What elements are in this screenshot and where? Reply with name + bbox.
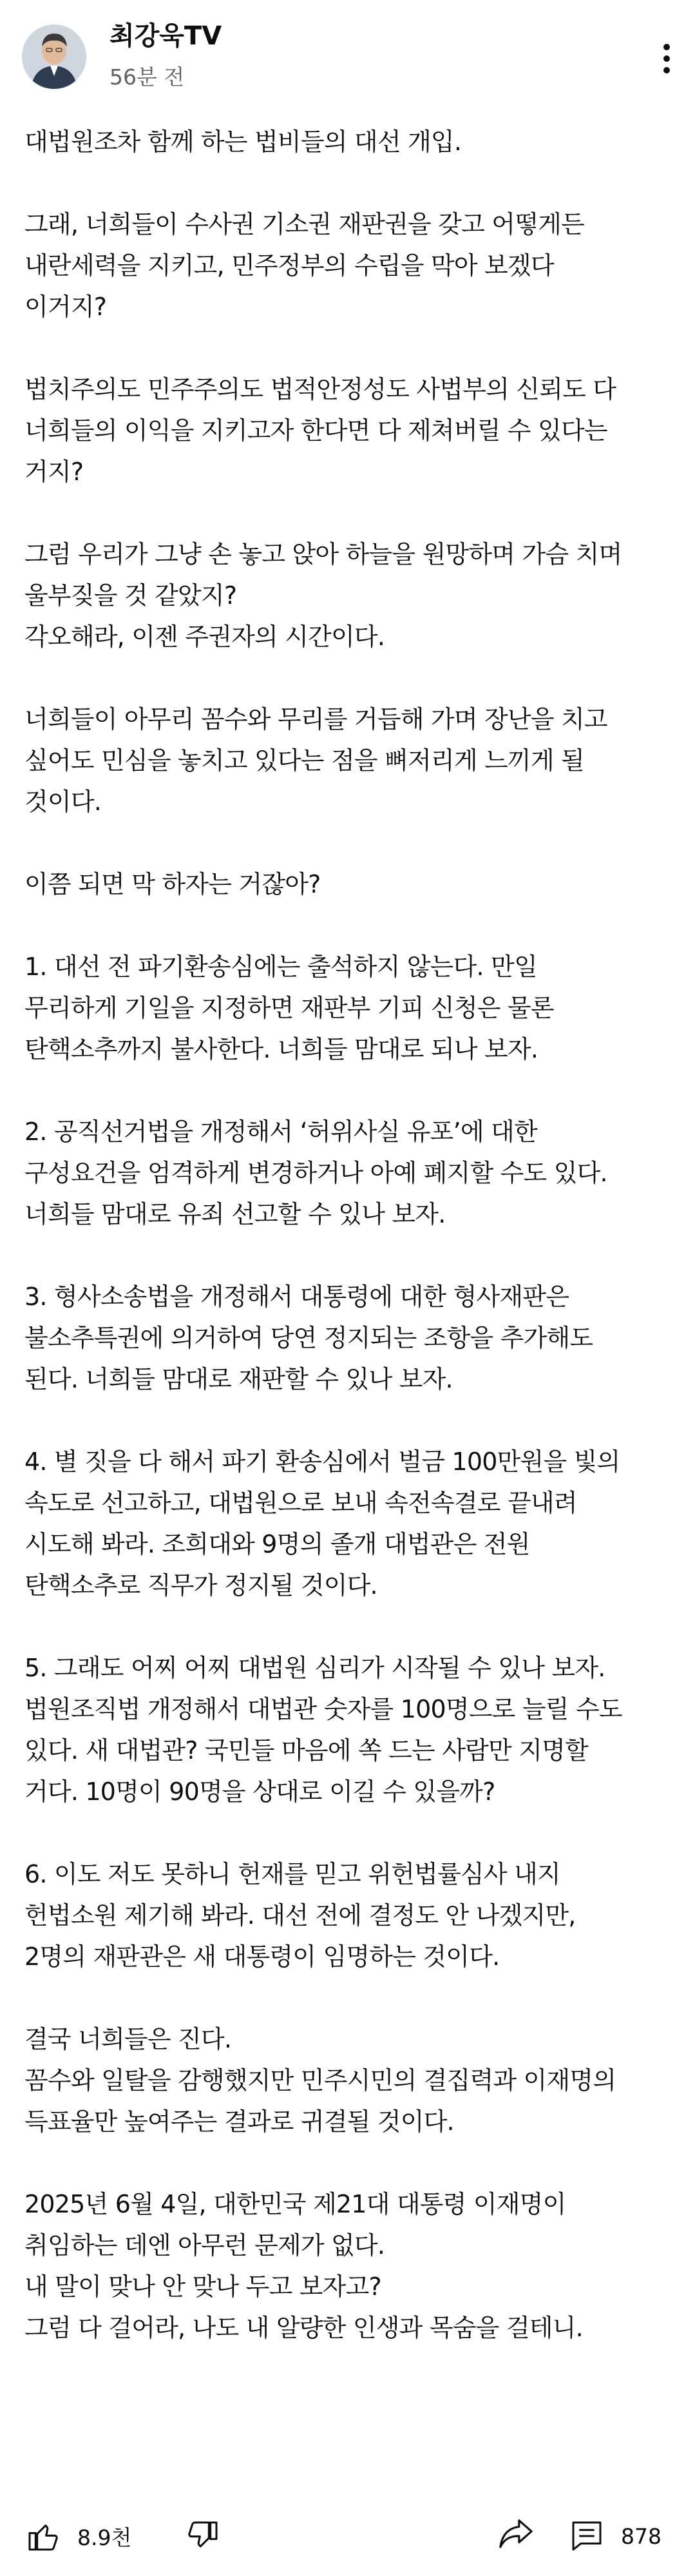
post-paragraph (24, 534, 675, 657)
like-count: 8.9천 (77, 2524, 132, 2550)
channel-name[interactable]: 최강욱TV (109, 21, 222, 51)
post-paragraph (24, 1854, 675, 1977)
post-text-line: 탄핵소추로 직무가 정지될 것이다. (24, 1571, 377, 1600)
post-text-line: 법치주의도 민주주의도 법적안정성도 사법부의 신뢰도 다 (24, 375, 616, 403)
post-text-line: 법원조직법 개정해서 대법관 숫자를 100명으로 늘릴 수도 (24, 1695, 622, 1723)
post-paragraph (24, 369, 675, 492)
post-text-line: 것이다. (24, 788, 102, 816)
post-text-line: 대법원조차 함께 하는 법비들의 대선 개입. (24, 128, 462, 156)
post-text-line: 싶어도 민심을 놓치고 있다는 점을 뼈저리게 느끼게 될 (24, 746, 584, 775)
share-button[interactable] (496, 2510, 536, 2562)
post-text-line: 결국 너희들은 진다. (24, 2025, 232, 2053)
more-vert-icon (663, 43, 671, 74)
post-text-line: 울부짖을 것 같았지? (24, 581, 237, 610)
post-text-line: 구성요건을 엄격하게 변경하거나 아예 폐지할 수도 있다. (24, 1159, 607, 1187)
post-text-line: 2025년 6월 4일, 대한민국 제21대 대통령 이재명이 (24, 2190, 566, 2218)
post-paragraph (24, 121, 675, 162)
post-text-line: 각오해라, 이젠 주권자의 시간이다. (24, 623, 385, 651)
post-text-line: 5. 그래도 어찌 어찌 대법원 심리가 시작될 수 있나 보자. (24, 1654, 605, 1682)
post-text-line: 그럼 우리가 그냥 손 놓고 앉아 하늘을 원망하며 가슴 치며 (24, 540, 622, 568)
post-paragraph (24, 1111, 675, 1235)
post-body (24, 121, 675, 2390)
post-text-line: 탄핵소추까지 불사한다. 너희들 맘대로 되나 보자. (24, 1035, 538, 1063)
post-text-line: 2명의 재판관은 새 대통령이 임명하는 것이다. (24, 1942, 500, 1971)
post-paragraph (24, 2019, 675, 2142)
post-text-line: 꼼수와 일탈을 감행했지만 민주시민의 결집력과 이재명의 (24, 2066, 616, 2095)
post-text-line: 너희들의 이익을 지키고자 한다면 다 제쳐버릴 수 있다는 (24, 416, 607, 445)
post-paragraph (24, 699, 675, 822)
post-text-line: 시도해 봐라. 조희대와 9명의 졸개 대법관은 전원 (24, 1530, 530, 1558)
thumbs-down-icon (185, 2518, 221, 2554)
post-text-line: 불소추특권에 의거하여 당연 정지되는 조항을 추가해도 (24, 1324, 593, 1352)
post-header (0, 0, 695, 116)
post-text-line: 이거지? (24, 293, 107, 321)
post-paragraph (24, 1276, 675, 1400)
post-text-line: 득표율만 높여주는 결과로 귀결될 것이다. (24, 2107, 454, 2136)
post-text-line: 된다. 너희들 맘대로 재판할 수 있나 보자. (24, 1365, 453, 1393)
more-options-button[interactable] (651, 36, 683, 81)
post-action-bar (0, 2510, 695, 2568)
post-text-line: 4. 별 짓을 다 해서 파기 환송심에서 벌금 100만원을 빛의 (24, 1448, 620, 1476)
post-timestamp: 56분 전 (109, 64, 185, 90)
post-text-line: 너희들 맘대로 유죄 선고할 수 있나 보자. (24, 1200, 446, 1228)
post-paragraph (24, 864, 675, 905)
post-text-line: 무리하게 기일을 지정하면 재판부 기피 신청은 물론 (24, 994, 554, 1022)
share-icon (497, 2517, 535, 2555)
dislike-button[interactable] (183, 2510, 223, 2562)
post-paragraph (24, 2184, 675, 2348)
thumbs-up-icon (25, 2518, 61, 2554)
post-paragraph (24, 204, 675, 327)
post-text-line: 6. 이도 저도 못하니 헌재를 믿고 위헌법률심사 내지 (24, 1860, 560, 1888)
post-paragraph (24, 1441, 675, 1606)
post-text-line: 1. 대선 전 파기환송심에는 출석하지 않는다. 만일 (24, 953, 537, 981)
channel-avatar[interactable] (22, 24, 86, 89)
post-text-line: 취임하는 데엔 아무런 문제가 없다. (24, 2231, 385, 2260)
post-text-line: 이쯤 되면 막 하자는 거잖아? (24, 870, 321, 898)
post-text-line: 속도로 선고하고, 대법원으로 보내 속전속결로 끝내려 (24, 1489, 577, 1517)
post-paragraph (24, 946, 675, 1070)
post-text-line: 거지? (24, 458, 84, 486)
post-text-line: 2. 공직선거법을 개정해서 ‘허위사실 유포’에 대한 (24, 1118, 537, 1146)
post-text-line: 거다. 10명이 90명을 상대로 이길 수 있을까? (24, 1777, 495, 1806)
post-text-line: 헌법소원 제기해 봐라. 대선 전에 결정도 안 나겠지만, (24, 1901, 576, 1930)
post-paragraph (24, 1647, 675, 1812)
post-text-line: 너희들이 아무리 꼼수와 무리를 거듭해 가며 장난을 치고 (24, 705, 607, 733)
post-text-line: 내 말이 맞나 안 맞나 두고 보자고? (24, 2272, 381, 2301)
like-button[interactable] (23, 2510, 131, 2562)
comment-button[interactable] (567, 2510, 662, 2562)
post-text-line: 3. 형사소송법을 개정해서 대통령에 대한 형사재판은 (24, 1283, 569, 1311)
post-text-line: 있다. 새 대법관? 국민들 마음에 쏙 드는 사람만 지명할 (24, 1736, 588, 1765)
comment-icon (569, 2518, 605, 2554)
post-text-line: 내란세력을 지키고, 민주정부의 수립을 막아 보겠다 (24, 251, 554, 280)
post-text-line: 그럼 다 걸어라, 나도 내 알량한 인생과 목숨을 걸테니. (24, 2314, 583, 2342)
post-text-line: 그래, 너희들이 수사권 기소권 재판권을 갖고 어떻게든 (24, 210, 584, 238)
comment-count: 878 (621, 2523, 662, 2549)
